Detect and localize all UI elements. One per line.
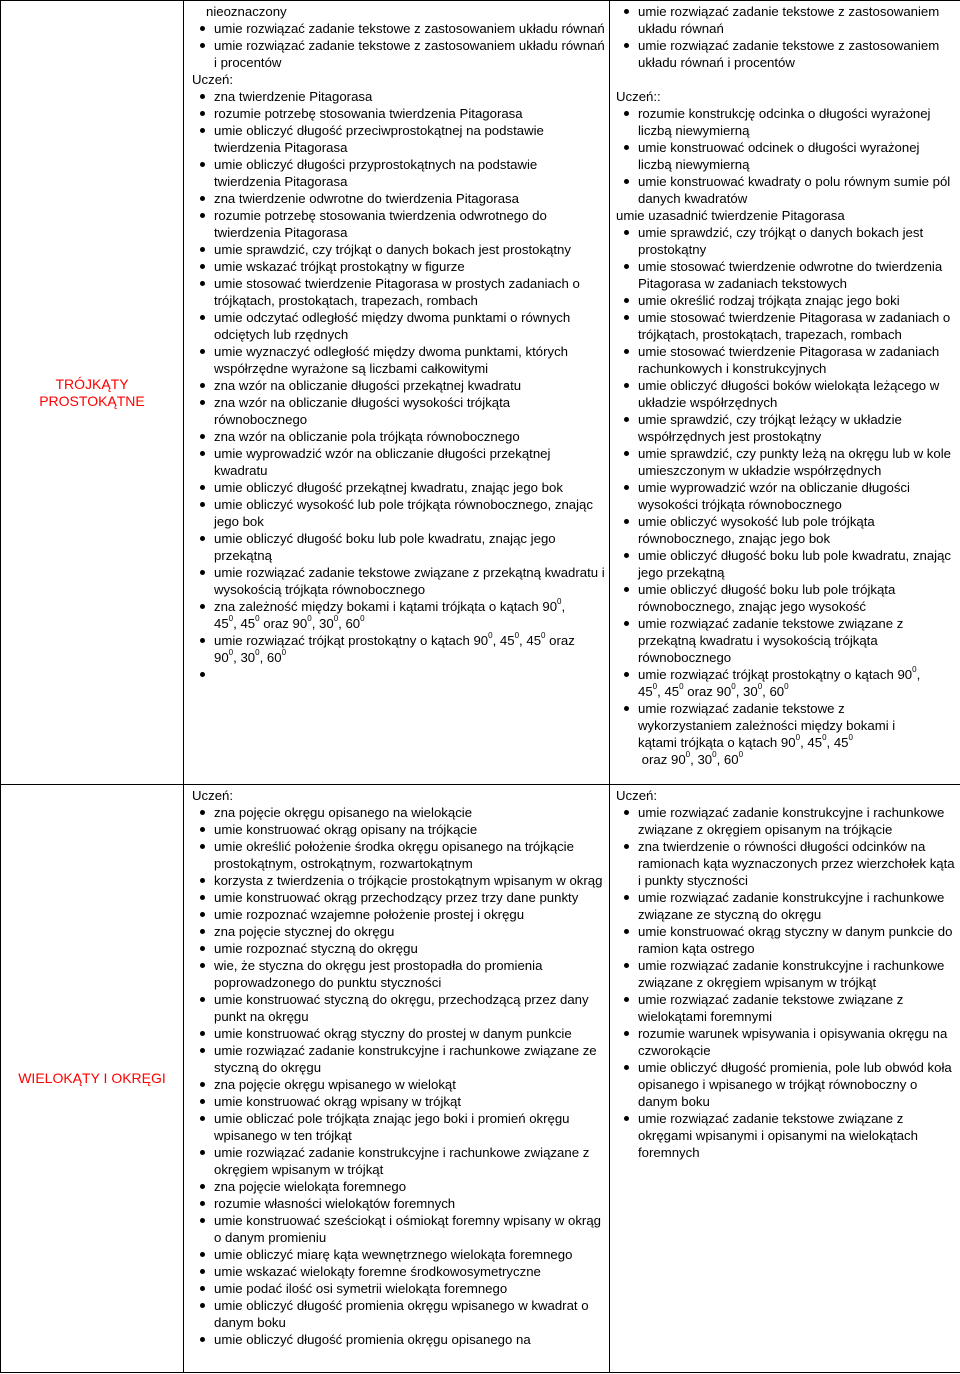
list-item: umie obliczyć długość boku lub pole kwadratu, znając jego przekątną bbox=[630, 547, 956, 581]
list-item: umie stosować twierdzenie Pitagorasa w zadaniach o trójkątach, prostokątach, trapezach, rombach bbox=[630, 309, 956, 343]
list-item: zna pojęcie stycznej do okręgu bbox=[206, 923, 605, 940]
list-item: korzysta z twierdzenia o trójkącie prostokątnym wpisanym w okrąg bbox=[206, 872, 605, 889]
list-item: umie rozwiązać zadanie tekstowe związane z przekątną kwadratu i wysokością trójkąta równobocznego bbox=[206, 564, 605, 598]
list-item: zna twierdzenie Pitagorasa bbox=[206, 88, 605, 105]
list-item: umie sprawdzić, czy trójkąt leżący w układzie współrzędnych jest prostokątny bbox=[630, 411, 956, 445]
list-item: rozumie konstrukcję odcinka o długości wyrażonej liczbą niewymierną bbox=[630, 105, 956, 139]
list-item: umie obliczyć wysokość lub pole trójkąta równobocznego, znając jego bok bbox=[206, 496, 605, 530]
list-item: wie, że styczna do okręgu jest prostopadła do promienia poprowadzonego do punktu styczności bbox=[206, 957, 605, 991]
list-item: umie rozwiązać zadanie tekstowe z zastosowaniem układu równań bbox=[630, 3, 956, 37]
list-item: umie rozwiązać zadanie konstrukcyjne i rachunkowe związane z okręgiem opisanym na trójkącie bbox=[630, 804, 956, 838]
basic-top-list bbox=[206, 20, 605, 71]
list-item: umie rozpoznać wzajemne położenie prostej i okręgu bbox=[206, 906, 605, 923]
list-item: umie konstruować odcinek o długości wyrażonej liczbą niewymierną bbox=[630, 139, 956, 173]
list-item: umie wyznaczyć odległość między dwoma punktami, których współrzędne wyrażone są liczbami całkowitymi bbox=[206, 343, 605, 377]
section-header: Uczeń:: bbox=[616, 89, 661, 104]
section-header: Uczeń: bbox=[192, 72, 234, 87]
list-item: umie obliczyć długość promienia okręgu wpisanego w kwadrat o danym boku bbox=[206, 1297, 605, 1331]
list-item-angles-task: umie rozwiązać zadanie tekstowe z wykorzystaniem zależności między bokami i kątami trójkąta o kątach $90^0$, $45^0$, $45^0$ oraz $90^0$, $30^0$, $60^0$ bbox=[630, 700, 956, 768]
list-item: umie konstruować okrąg przechodzący przez trzy dane punkty bbox=[206, 889, 605, 906]
basic-requirements-cell bbox=[184, 1, 610, 785]
list-item: umie obliczać pole trójkąta znając jego boki i promień okręgu wpisanego w ten trójkąt bbox=[206, 1110, 605, 1144]
list-item: rozumie własności wielokątów foremnych bbox=[206, 1195, 605, 1212]
list-item: zna wzór na obliczanie długości przekątnej kwadratu bbox=[206, 377, 605, 394]
list-item-solve-triangle: umie rozwiązać trójkąt prostokątny o kątach $90^0$, $45^0$, $45^0$ oraz $90^0$, $30^0$, $60^0$ bbox=[630, 666, 956, 700]
list-item: zna pojęcie wielokąta foremnego bbox=[206, 1178, 605, 1195]
list-item: umie konstruować sześciokąt i ośmiokąt foremny wpisany w okrąg o danym promieniu bbox=[206, 1212, 605, 1246]
list-item: umie określić rodzaj trójkąta znając jego boki bbox=[630, 292, 956, 309]
list-item: umie konstruować okrąg styczny do prostej w danym punkcie bbox=[206, 1025, 605, 1042]
list-item: umie odczytać odległość między dwoma punktami o równych odciętych lub rzędnych bbox=[206, 309, 605, 343]
list-item: umie obliczyć długości boków wielokąta leżącego w układzie współrzędnych bbox=[630, 377, 956, 411]
list-item: umie wyprowadzić wzór na obliczanie długości przekątnej kwadratu bbox=[206, 445, 605, 479]
list-item: zna wzór na obliczanie długości wysokości trójkąta równobocznego bbox=[206, 394, 605, 428]
section-title-polygons bbox=[1, 785, 184, 1373]
extended-requirements-cell bbox=[610, 785, 960, 1373]
list-item: umie obliczyć długość promienia okręgu opisanego na bbox=[206, 1331, 605, 1348]
list-item: umie obliczyć miarę kąta wewnętrznego wielokąta foremnego bbox=[206, 1246, 605, 1263]
list-item-solve-triangle: umie rozwiązać trójkąt prostokątny o kątach $90^0$, $45^0$, $45^0$ oraz $90^0$, $30^0$, $60^0$ bbox=[206, 632, 605, 666]
list-item: umie rozwiązać zadanie konstrukcyjne i rachunkowe związane ze styczną do okręgu bbox=[630, 889, 956, 923]
list-item: umie obliczyć wysokość lub pole trójkąta równobocznego, znając jego bok bbox=[630, 513, 956, 547]
section-title-line1: TRÓJKĄTY bbox=[55, 375, 129, 392]
list-item: umie wskazać trójkąt prostokątny w figurze bbox=[206, 258, 605, 275]
section-title-triangles bbox=[1, 1, 184, 785]
list-item-empty bbox=[206, 666, 605, 683]
extended-requirements-cell bbox=[610, 1, 960, 785]
list-item: umie obliczyć długość promienia, pole lub obwód koła opisanego i wpisanego w trójkąt równoboczny o danym boku bbox=[630, 1059, 956, 1110]
list-item: rozumie potrzebę stosowania twierdzenia Pitagorasa bbox=[206, 105, 605, 122]
list-item: zna twierdzenie o równości długości odcinków na ramionach kąta wyznaczonych przez wierzchołek kąta i punkty styczności bbox=[630, 838, 956, 889]
adv-list bbox=[630, 804, 956, 1161]
basic-list bbox=[206, 804, 605, 1348]
list-item: umie rozwiązać zadanie tekstowe z zastosowaniem układu równań i procentów bbox=[206, 37, 605, 71]
list-item: umie rozwiązać zadanie tekstowe związane z wielokątami foremnymi bbox=[630, 991, 956, 1025]
list-item: umie sprawdzić, czy trójkąt o danych bokach jest prostokątny bbox=[630, 224, 956, 258]
list-item: rozumie warunek wpisywania i opisywania okręgu na czworokącie bbox=[630, 1025, 956, 1059]
adv-top-list bbox=[630, 3, 956, 71]
list-item: umie rozwiązać zadanie tekstowe z zastosowaniem układu równań bbox=[206, 20, 605, 37]
list-item-angles: zna zależność między bokami i kątami trójkąta o kątach $90^0$, $45^0$, $45^0$ oraz $90^0$, $30^0$, $60^0$ bbox=[206, 598, 605, 632]
list-item: umie konstruować kwadraty o polu równym sumie pól danych kwadratów bbox=[630, 173, 956, 207]
list-item: umie obliczyć długości przyprostokątnych na podstawie twierdzenia Pitagorasa bbox=[206, 156, 605, 190]
list-item: umie określić położenie środka okręgu opisanego na trójkącie prostokątnym, ostrokątnym, rozwartokątnym bbox=[206, 838, 605, 872]
list-item: umie wyprowadzić wzór na obliczanie długości wysokości trójkąta równobocznego bbox=[630, 479, 956, 513]
list-item: umie sprawdzić, czy punkty leżą na okręgu lub w kole umieszczonym w układzie współrzędnych bbox=[630, 445, 956, 479]
list-item: umie wskazać wielokąty foremne środkowosymetryczne bbox=[206, 1263, 605, 1280]
list-item: rozumie potrzebę stosowania twierdzenia odwrotnego do twierdzenia Pitagorasa bbox=[206, 207, 605, 241]
section-title-line2: PROSTOKĄTNE bbox=[39, 392, 145, 409]
list-item: umie konstruować okrąg opisany na trójkącie bbox=[206, 821, 605, 838]
list-item: umie sprawdzić, czy trójkąt o danych bokach jest prostokątny bbox=[206, 241, 605, 258]
list-item: umie podać ilość osi symetrii wielokąta foremnego bbox=[206, 1280, 605, 1297]
list-item: umie rozwiązać zadanie konstrukcyjne i rachunkowe związane z okręgiem wpisanym w trójkąt bbox=[206, 1144, 605, 1178]
adv-list-b bbox=[630, 224, 956, 768]
section-header: Uczeń: bbox=[616, 788, 658, 803]
list-item: umie rozwiązać zadanie konstrukcyjne i rachunkowe związane z okręgiem wpisanym w trójkąt bbox=[630, 957, 956, 991]
list-item: umie obliczyć długość przekątnej kwadratu, znając jego bok bbox=[206, 479, 605, 496]
list-item: umie rozwiązać zadanie tekstowe z zastosowaniem układu równań i procentów bbox=[630, 37, 956, 71]
plain-text: umie uzasadnić twierdzenie Pitagorasa bbox=[616, 208, 845, 223]
basic-list bbox=[206, 88, 605, 683]
adv-list-a bbox=[630, 105, 956, 207]
section-header: Uczeń: bbox=[192, 788, 234, 803]
list-item: umie konstruować okrąg wpisany w trójkąt bbox=[206, 1093, 605, 1110]
section-title-text: WIELOKĄTY I OKRĘGI bbox=[18, 1070, 166, 1086]
list-item: umie stosować twierdzenie Pitagorasa w prostych zadaniach o trójkątach, prostokątach, trapezach, rombach bbox=[206, 275, 605, 309]
list-item: umie stosować twierdzenie Pitagorasa w zadaniach rachunkowych i konstrukcyjnych bbox=[630, 343, 956, 377]
list-item: umie obliczyć długość boku lub pole trójkąta równobocznego, znając jego wysokość bbox=[630, 581, 956, 615]
status-text: nieoznaczony bbox=[206, 4, 287, 19]
list-item: umie rozwiązać zadanie tekstowe związane z okręgami wpisanymi i opisanymi na wielokątach foremnych bbox=[630, 1110, 956, 1161]
basic-requirements-cell bbox=[184, 785, 610, 1373]
list-item: umie obliczyć długość boku lub pole kwadratu, znając jego przekątną bbox=[206, 530, 605, 564]
list-item: zna wzór na obliczanie pola trójkąta równobocznego bbox=[206, 428, 605, 445]
list-item: umie rozwiązać zadanie konstrukcyjne i rachunkowe związane ze styczną do okręgu bbox=[206, 1042, 605, 1076]
list-item: zna twierdzenie odwrotne do twierdzenia Pitagorasa bbox=[206, 190, 605, 207]
list-item: umie rozwiązać zadanie tekstowe związane z przekątną kwadratu i wysokością trójkąta równobocznego bbox=[630, 615, 956, 666]
list-item: umie stosować twierdzenie odwrotne do twierdzenia Pitagorasa w zadaniach tekstowych bbox=[630, 258, 956, 292]
list-item: umie konstruować styczną do okręgu, przechodzącą przez dany punkt na okręgu bbox=[206, 991, 605, 1025]
list-item: zna pojęcie okręgu wpisanego w wielokąt bbox=[206, 1076, 605, 1093]
list-item: zna pojęcie okręgu opisanego na wielokącie bbox=[206, 804, 605, 821]
list-item: umie rozpoznać styczną do okręgu bbox=[206, 940, 605, 957]
list-item: umie konstruować okrąg styczny w danym punkcie do ramion kąta ostrego bbox=[630, 923, 956, 957]
list-item: umie obliczyć długość przeciwprostokątnej na podstawie twierdzenia Pitagorasa bbox=[206, 122, 605, 156]
